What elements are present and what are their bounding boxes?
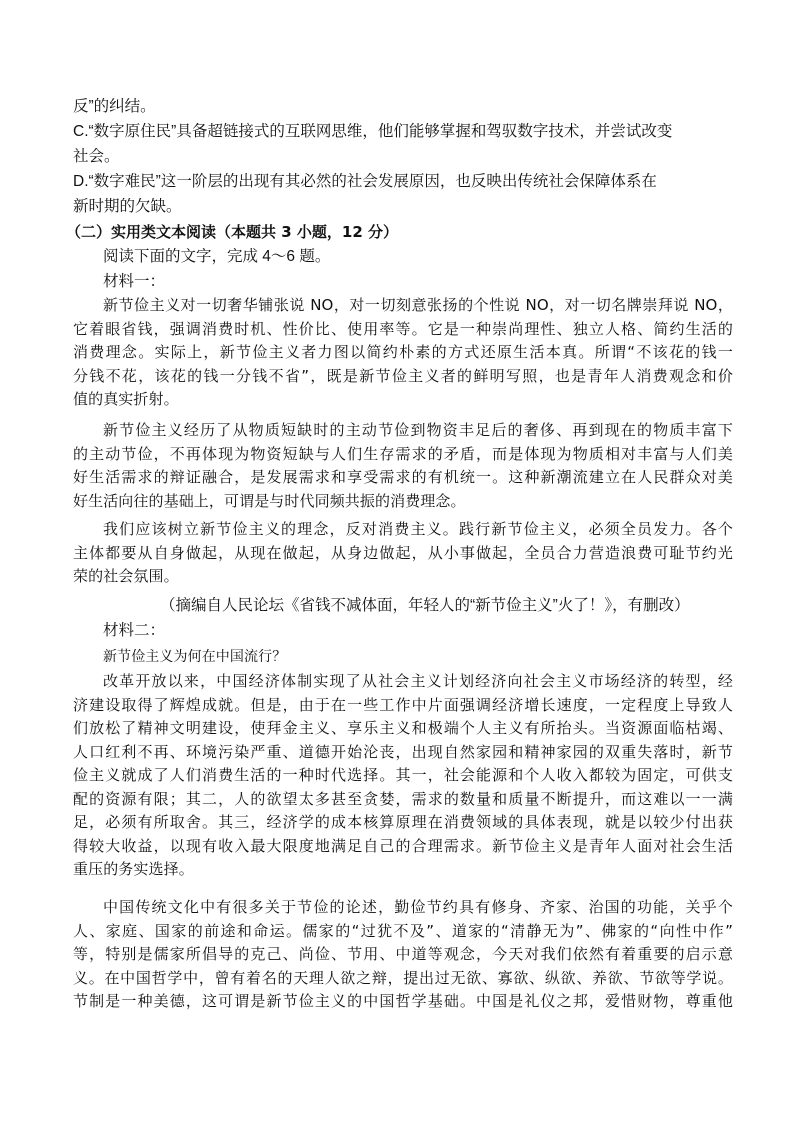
material1-paragraph-2 [73, 419, 733, 513]
text-line: 济建设取得了辉煌成就。但是，由于在一些工作中片面强调经济增长速度，一定程度上导致人 [73, 695, 733, 714]
option-c-line2: 社会。 [73, 148, 120, 165]
option-d-line2: 新时期的欠缺。 [73, 198, 182, 215]
material1-label: 材料一： [103, 273, 166, 290]
material1-paragraph-1 [73, 294, 733, 412]
text-line: 我们应该树立新节俭主义的理念，反对消费主义。践行新节俭主义，必须全员发力。各个 [103, 520, 733, 538]
text-line: 等，特别是儒家所倡导的克己、尚俭、节用、中道等观念，今天对我们依然有着重要的启示意 [73, 945, 733, 963]
option-b-tail: 反”的纠结。 [73, 98, 156, 115]
text-line: 节制是一种美德，这可谓是新节俭主义的中国哲学基础。中国是礼仪之邦，爱惜财物，尊重他 [73, 992, 733, 1010]
material1-source: （摘编自人民论坛《省钱不减体面，年轻人的“新节俭主义”火了！》，有删改） [160, 597, 690, 614]
text-line: 足，必须有所取舍。其三，经济学的成本核算原理在消费领域的具体表现，就是以较少付出获 [73, 813, 733, 831]
text-line: 荣的社会氛围。 [73, 567, 179, 585]
material2-paragraph-1 [73, 670, 733, 882]
material2-paragraph-2 [73, 896, 733, 1014]
text-line: 值的真实折射。 [73, 390, 179, 408]
text-line: 人、家庭、国家的前途和命运。儒家的“过犹不及”、道家的“清静无为”、佛家的“向性中作” [73, 921, 733, 940]
option-d-line1: D.“数字难民”这一阶层的出现有其必然的社会发展原因，也反映出传统社会保障体系在 [73, 173, 657, 190]
text-line: 人口红利不再、环境污染严重、道德开始沦丧，出现自然家园和精神家园的双重失落时，新节 [73, 742, 733, 761]
text-line: 新节俭主义经历了从物质短缺时的主动节俭到物资丰足后的奢侈、再到现在的物质丰富下 [103, 421, 733, 439]
text-line: 好生活向往的基础上，可谓是与时代同频共振的消费理念。 [73, 491, 466, 510]
text-line: 改革开放以来，中国经济体制实现了从社会主义计划经济向社会主义市场经济的转型，经 [103, 672, 733, 690]
text-line: 们放松了精神文明建设，使拜金主义、享乐主义和极端个人主义有所抬头。当资源面临枯竭、 [73, 719, 733, 737]
material2-label: 材料二： [103, 622, 166, 639]
material1-paragraph-3 [73, 518, 733, 589]
text-line: 得较大收益，以现有收入最大限度地满足自己的合理需求。新节俭主义是青年人面对社会生活 [73, 836, 733, 855]
text-line: 的主动节俭，不再体现为物资短缺与人们生存需求的矛盾，而是体现为物质相对丰富与人们美 [73, 444, 733, 463]
text-line: 中国传统文化中有很多关于节俭的论述，勤俭节约具有修身、齐家、治国的功能，关乎个 [103, 898, 733, 916]
text-line: 俭主义就成了人们消费生活的一种时代选择。其一，社会能源和个人收入都较为固定，可供支 [73, 766, 733, 784]
text-line: 它着眼省钱，强调消费时机、性价比、使用率等。它是一种崇尚理性、独立人格、简约生活的 [73, 319, 733, 338]
text-line: 新节俭主义对一切奢华铺张说 NO，对一切刻意张扬的个性说 NO，对一切名牌崇拜说 NO， [103, 296, 733, 314]
text-line: 分钱不花，该花的钱一分钱不省”，既是新节俭主义者的鲜明写照，也是青年人消费观念和价 [73, 366, 733, 385]
text-line: 重压的务实选择。 [73, 860, 194, 878]
section-heading: （二）实用类文本阅读（本题共 3 小题，12 分） [66, 223, 398, 241]
text-line: 消费理念。实际上，新节俭主义者力图以简约朴素的方式还原生活本真。所谓“不该花的钱一 [73, 343, 733, 361]
text-line: 主体都要从自身做起，从现在做起，从身边做起，从小事做起，全员合力营造浪费可耻节约光 [73, 543, 733, 562]
text-line: 义。在中国哲学中，曾有着名的天理人欲之辩，提出过无欲、寡欲、纵欲、养欲、节欲等学说。 [73, 968, 733, 987]
option-c-line1: C.“数字原住民”具备超链接式的互联网思维，他们能够掌握和驾驭数字技术，并尝试改变 [73, 123, 673, 140]
text-line: 配的资源有限；其二，人的欲望太多甚至贪婪，需求的数量和质量不断提升，而这难以一一满 [73, 789, 733, 808]
text-line: 好生活需求的辩证融合，是发展需求和享受需求的有机统一。这种新潮流建立在人民群众对美 [73, 468, 733, 486]
material2-subtitle: 新节俭主义为何在中国流行？ [103, 649, 287, 665]
section-instruction: 阅读下面的文字，完成 4～6 题。 [103, 248, 331, 265]
